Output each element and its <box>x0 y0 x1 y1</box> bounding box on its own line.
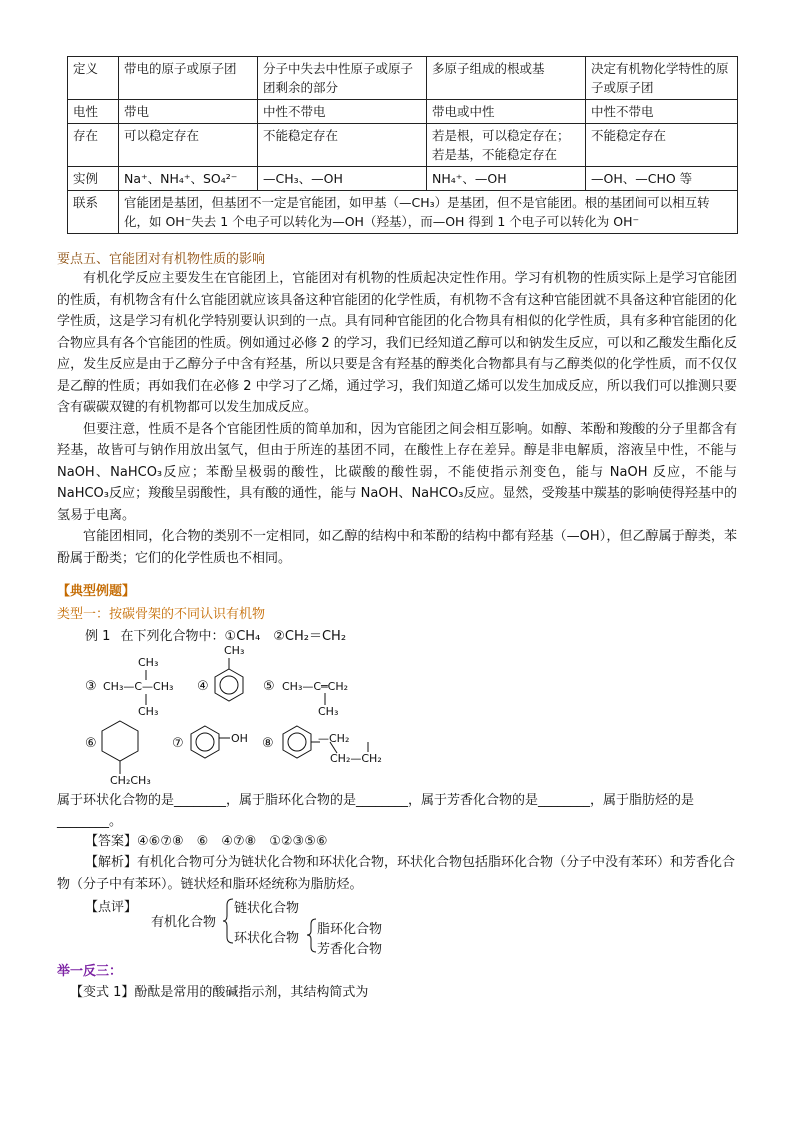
analysis-label: 【解析】 <box>85 855 138 870</box>
example-label: 例 1 <box>85 629 111 644</box>
row-header: 实例 <box>68 167 119 191</box>
variant-text: 酚酞是常用的酸碱指示剂，其结构简式为 <box>134 985 369 1000</box>
table-row <box>68 191 738 234</box>
table-cell: 中性不带电 <box>586 100 738 124</box>
table-cell: 不能稳定存在 <box>258 124 427 167</box>
structure-label: CH₃ <box>318 705 339 718</box>
table-row <box>68 57 738 100</box>
example-text: 在下列化合物中：①CH₄ ②CH₂＝CH₂ <box>120 629 347 644</box>
paragraph: 有机化学反应主要发生在官能团上，官能团对有机物的性质起决定性作用。学习有机物的性质实际上是学习官能团的性质，有机物含有什么官能团就应该具备这种官能团的化学性质，有机物不含有这种官能团就不具备这种官能团的化学性质，这是学习有机化学特别要认识到的一点。具有同种官能团的化合物具有相似的化学性质，具有多种官能团的化合物应具有各个官能团的性质。例如通过必修 2 的学习，我们已经知道乙醇可以和钠发生反应，可以和乙酸发生酯化反应，发生反应是由于乙醇分子中含有羟基，所以只要是含有羟基的醇类化合物都具有与乙醇类似的化学性质，而不仅仅是乙醇的性质；再如我们在必修 2 中学习了乙烯，通过学习，我们知道乙烯可以发生加成反应，所以我们可以推测只要含有碳碳双键的有机物都可以发生加成反应。 <box>57 271 737 415</box>
analysis-block <box>57 852 741 895</box>
table-cell: —OH、—CHO 等 <box>586 167 738 191</box>
table-cell: 可以稳定存在 <box>119 124 258 167</box>
structure-label: CH₃ <box>138 705 159 718</box>
comparison-table <box>67 56 738 234</box>
structure-label: CH₂CH₃ <box>110 774 151 787</box>
structure-label: CH₃ <box>224 644 245 657</box>
brace-icon <box>306 917 318 955</box>
table-cell: 带电的原子或原子团 <box>119 57 258 100</box>
answer-label: 【答案】 <box>85 834 138 849</box>
structure-label: —CH₂ <box>318 732 350 745</box>
type-heading: 类型一：按碳骨架的不同认识有机物 <box>57 607 266 622</box>
structure-label: CH₃—C═CH₂ <box>282 680 349 693</box>
practice-heading: 举一反三： <box>57 964 123 979</box>
section-body <box>57 268 737 569</box>
section-heading: 要点五、官能团对有机物性质的影响 <box>57 252 266 267</box>
variant-block <box>70 981 368 1000</box>
table-cell: NH₄⁺、—OH <box>427 167 586 191</box>
structure-label: CH₂—CH₂ <box>330 752 382 765</box>
tree-node: 脂环化合物 <box>317 922 383 937</box>
table-cell: 多原子组成的根或基 <box>427 57 586 100</box>
table-cell: Na⁺、NH₄⁺、SO₄²⁻ <box>119 167 258 191</box>
question-text: 属于环状化合物的是________，属于脂环化合物的是________，属于芳香化合物的是________，属于脂肪烃的是________。 <box>57 793 695 829</box>
compound-number: ④ <box>197 679 209 694</box>
table-cell: 带电 <box>119 100 258 124</box>
table-cell: 不能稳定存在 <box>586 124 738 167</box>
tree-node: 芳香化合物 <box>317 942 383 957</box>
compound-number: ⑥ <box>85 736 97 751</box>
answer-block <box>57 830 328 849</box>
typical-examples-heading: 【典型例题】 <box>57 584 136 599</box>
bond-lines <box>140 668 152 708</box>
row-header: 存在 <box>68 124 119 167</box>
paragraph: 官能团相同，化合物的类别不一定相同，如乙醇的结构中和苯酚的结构中都有羟基（—OH），但乙醇属于醇类，苯酚属于酚类；它们的化学性质也不相同。 <box>57 529 737 566</box>
compound-number: ③ <box>85 679 97 694</box>
toluene-ring <box>212 655 246 707</box>
row-header: 联系 <box>68 191 119 234</box>
paragraph: 但要注意，性质不是各个官能团性质的简单加和，因为官能团之间会相互影响。如醇、苯酚和羧酸的分子里都含有羟基，故皆可与钠作用放出氢气，但由于所连的基团不同，在酸性上存在差异。醇是非电解质，溶液呈中性，不能与 NaOH、NaHCO₃反应；苯酚呈极弱的酸性，比碳酸的酸性弱，不能使指示剂变色，能与 NaOH 反应，不能与 NaHCO₃反应；羧酸呈弱酸性，具有酸的通性，能与 NaOH、NaHCO₃反应。显然，受羧基中羰基的影响使得羟基中的氢易于电离。 <box>57 421 737 523</box>
variant-label: 【变式 1】 <box>70 985 135 1000</box>
answer-text: ④⑥⑦⑧ ⑥ ④⑦⑧ ①②③⑤⑥ <box>137 834 328 849</box>
tree-node: 链状化合物 <box>234 901 300 916</box>
table-row <box>68 100 738 124</box>
tree-node: 环状化合物 <box>234 931 300 946</box>
table-cell: 官能团是基团，但基团不一定是官能团，如甲基（—CH₃）是基团，但不是官能团。根的基团间可以相互转化，如 OH⁻失去 1 个电子可以转化为—OH（羟基），而—OH 得到 1 个电子可以转化为 OH⁻ <box>119 191 738 234</box>
structure-label: CH₃ <box>138 656 159 669</box>
bond-lines <box>325 741 385 757</box>
row-header: 定义 <box>68 57 119 100</box>
bond-lines <box>320 692 330 708</box>
table-cell: 中性不带电 <box>258 100 427 124</box>
compound-number: ⑦ <box>172 736 184 751</box>
compound-number: ⑤ <box>263 679 275 694</box>
review-label: 【点评】 <box>85 900 138 915</box>
table-row <box>68 124 738 167</box>
table-cell: 分子中失去中性原子或原子团剩余的部分 <box>258 57 427 100</box>
table-cell: 若是根，可以稳定存在；若是基，不能稳定存在 <box>427 124 586 167</box>
table-row <box>68 167 738 191</box>
phenol-ring <box>188 724 232 760</box>
tree-root: 有机化合物 <box>151 915 217 930</box>
structure-label: OH <box>231 732 248 745</box>
structure-label: CH₃—C—CH₃ <box>103 680 174 693</box>
analysis-text: 有机化合物可分为链状化合物和环状化合物，环状化合物包括脂环化合物（分子中没有苯环）和芳香化合物（分子中有苯环）。链状烃和脂环烃统称为脂肪烃。 <box>57 855 736 892</box>
cyclohexane-ring <box>98 718 142 776</box>
table-cell: 决定有机物化学特性的原子或原子团 <box>586 57 738 100</box>
row-header: 电性 <box>68 100 119 124</box>
example-intro <box>85 625 352 644</box>
table-cell: —CH₃、—OH <box>258 167 427 191</box>
table-cell: 带电或中性 <box>427 100 586 124</box>
compound-number: ⑧ <box>262 736 274 751</box>
brace-icon <box>222 897 236 947</box>
